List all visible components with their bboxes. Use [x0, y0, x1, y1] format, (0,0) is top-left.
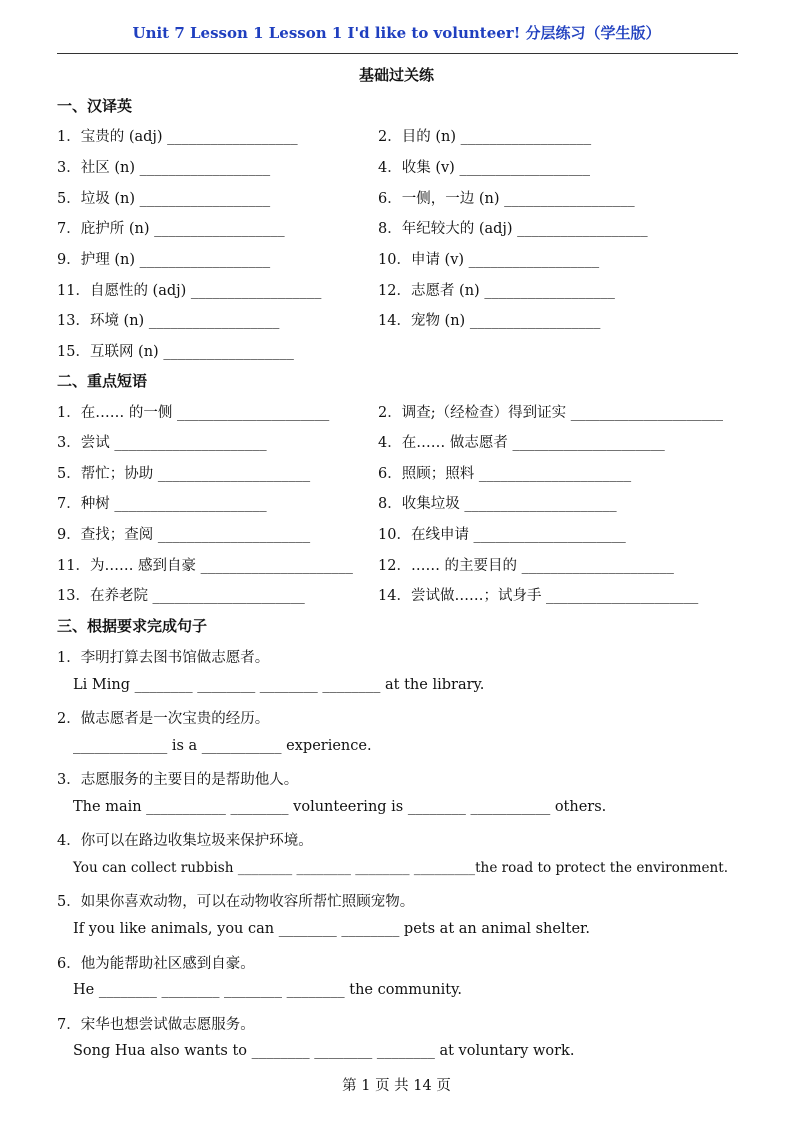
vocab-item: 5．垃圾 (n) __________________: [57, 191, 271, 207]
sentence-answer: _____________ is a ___________ experience.: [73, 738, 372, 754]
section-heading-2: 二、重点短语: [57, 372, 148, 390]
phrase-item: 6．照顾；照料 _____________________: [378, 466, 632, 482]
vocab-item: 2．目的 (n) __________________: [378, 129, 592, 145]
sentence-answer: The main ___________ ________ volunteering is ________ ___________ others.: [73, 799, 607, 815]
phrase-item: 10．在线申请 _____________________: [378, 527, 626, 543]
vocab-item: 6．一侧，一边 (n) __________________: [378, 191, 635, 207]
sentence-answer: Li Ming ________ ________ ________ ________ at the library.: [73, 677, 485, 693]
sentence-answer: He ________ ________ ________ ________ the community.: [73, 982, 462, 998]
phrase-item: 12．…… 的主要目的 _____________________: [378, 558, 674, 574]
vocab-item: 10．申请 (v) __________________: [378, 252, 600, 268]
phrase-item: 14．尝试做……；试身手 _____________________: [378, 588, 699, 604]
phrase-item: 13．在养老院 _____________________: [57, 588, 305, 604]
sentence-prompt: 7．宋华也想尝试做志愿服务。: [57, 1017, 255, 1033]
section-heading-3: 三、根据要求完成句子: [57, 617, 208, 635]
vocab-item: 4．收集 (v) __________________: [378, 160, 590, 176]
sentence-prompt: 3．志愿服务的主要目的是帮助他人。: [57, 772, 299, 788]
sentence-prompt: 5．如果你喜欢动物，可以在动物收容所帮忙照顾宠物。: [57, 894, 415, 910]
page-footer: 第 1 页 共 14 页: [342, 1078, 451, 1094]
page-title: 基础过关练: [358, 66, 434, 84]
sentence-prompt: 6．他为能帮助社区感到自豪。: [57, 956, 255, 972]
document-header: Unit 7 Lesson 1 Lesson 1 I'd like to volunteer! 分层练习（学生版）: [132, 24, 661, 42]
sentence-prompt: 4．你可以在路边收集垃圾来保护环境。: [57, 833, 313, 849]
phrase-item: 5．帮忙；协助 _____________________: [57, 466, 311, 482]
phrase-item: 4．在…… 做志愿者 _____________________: [378, 435, 665, 451]
vocab-item: 3．社区 (n) __________________: [57, 160, 271, 176]
sentence-answer: You can collect rubbish ________ ________ ________ _________the road to protect the environment.: [73, 860, 729, 876]
phrase-item: 7．种树 _____________________: [57, 496, 267, 512]
sentence-prompt: 1．李明打算去图书馆做志愿者。: [57, 650, 270, 666]
header-rule: [57, 53, 738, 54]
vocab-item: 9．护理 (n) __________________: [57, 252, 271, 268]
vocab-item: 12．志愿者 (n) __________________: [378, 283, 615, 299]
phrase-item: 8．收集垃圾 _____________________: [378, 496, 617, 512]
sentence-answer: If you like animals, you can ________ ________ pets at an animal shelter.: [73, 921, 590, 937]
vocab-item: 15．互联网 (n) __________________: [57, 344, 294, 360]
phrase-item: 9．查找；查阅 _____________________: [57, 527, 311, 543]
phrase-item: 1．在…… 的一侧 _____________________: [57, 405, 330, 421]
vocab-item: 11．自愿性的 (adj) __________________: [57, 283, 322, 299]
vocab-item: 8．年纪较大的 (adj) __________________: [378, 221, 648, 237]
sentence-prompt: 2．做志愿者是一次宝贵的经历。: [57, 711, 270, 727]
section-heading-1: 一、汉译英: [57, 97, 133, 115]
phrase-item: 11．为…… 感到自豪 _____________________: [57, 558, 353, 574]
vocab-item: 14．宠物 (n) __________________: [378, 313, 601, 329]
phrase-item: 2．调查;（经检查）得到证实 _____________________: [378, 405, 723, 421]
vocab-item: 7．庇护所 (n) __________________: [57, 221, 285, 237]
phrase-item: 3．尝试 _____________________: [57, 435, 267, 451]
vocab-item: 1．宝贵的 (adj) __________________: [57, 129, 298, 145]
sentence-answer: Song Hua also wants to ________ ________ ________ at voluntary work.: [73, 1043, 575, 1059]
vocab-item: 13．环境 (n) __________________: [57, 313, 280, 329]
